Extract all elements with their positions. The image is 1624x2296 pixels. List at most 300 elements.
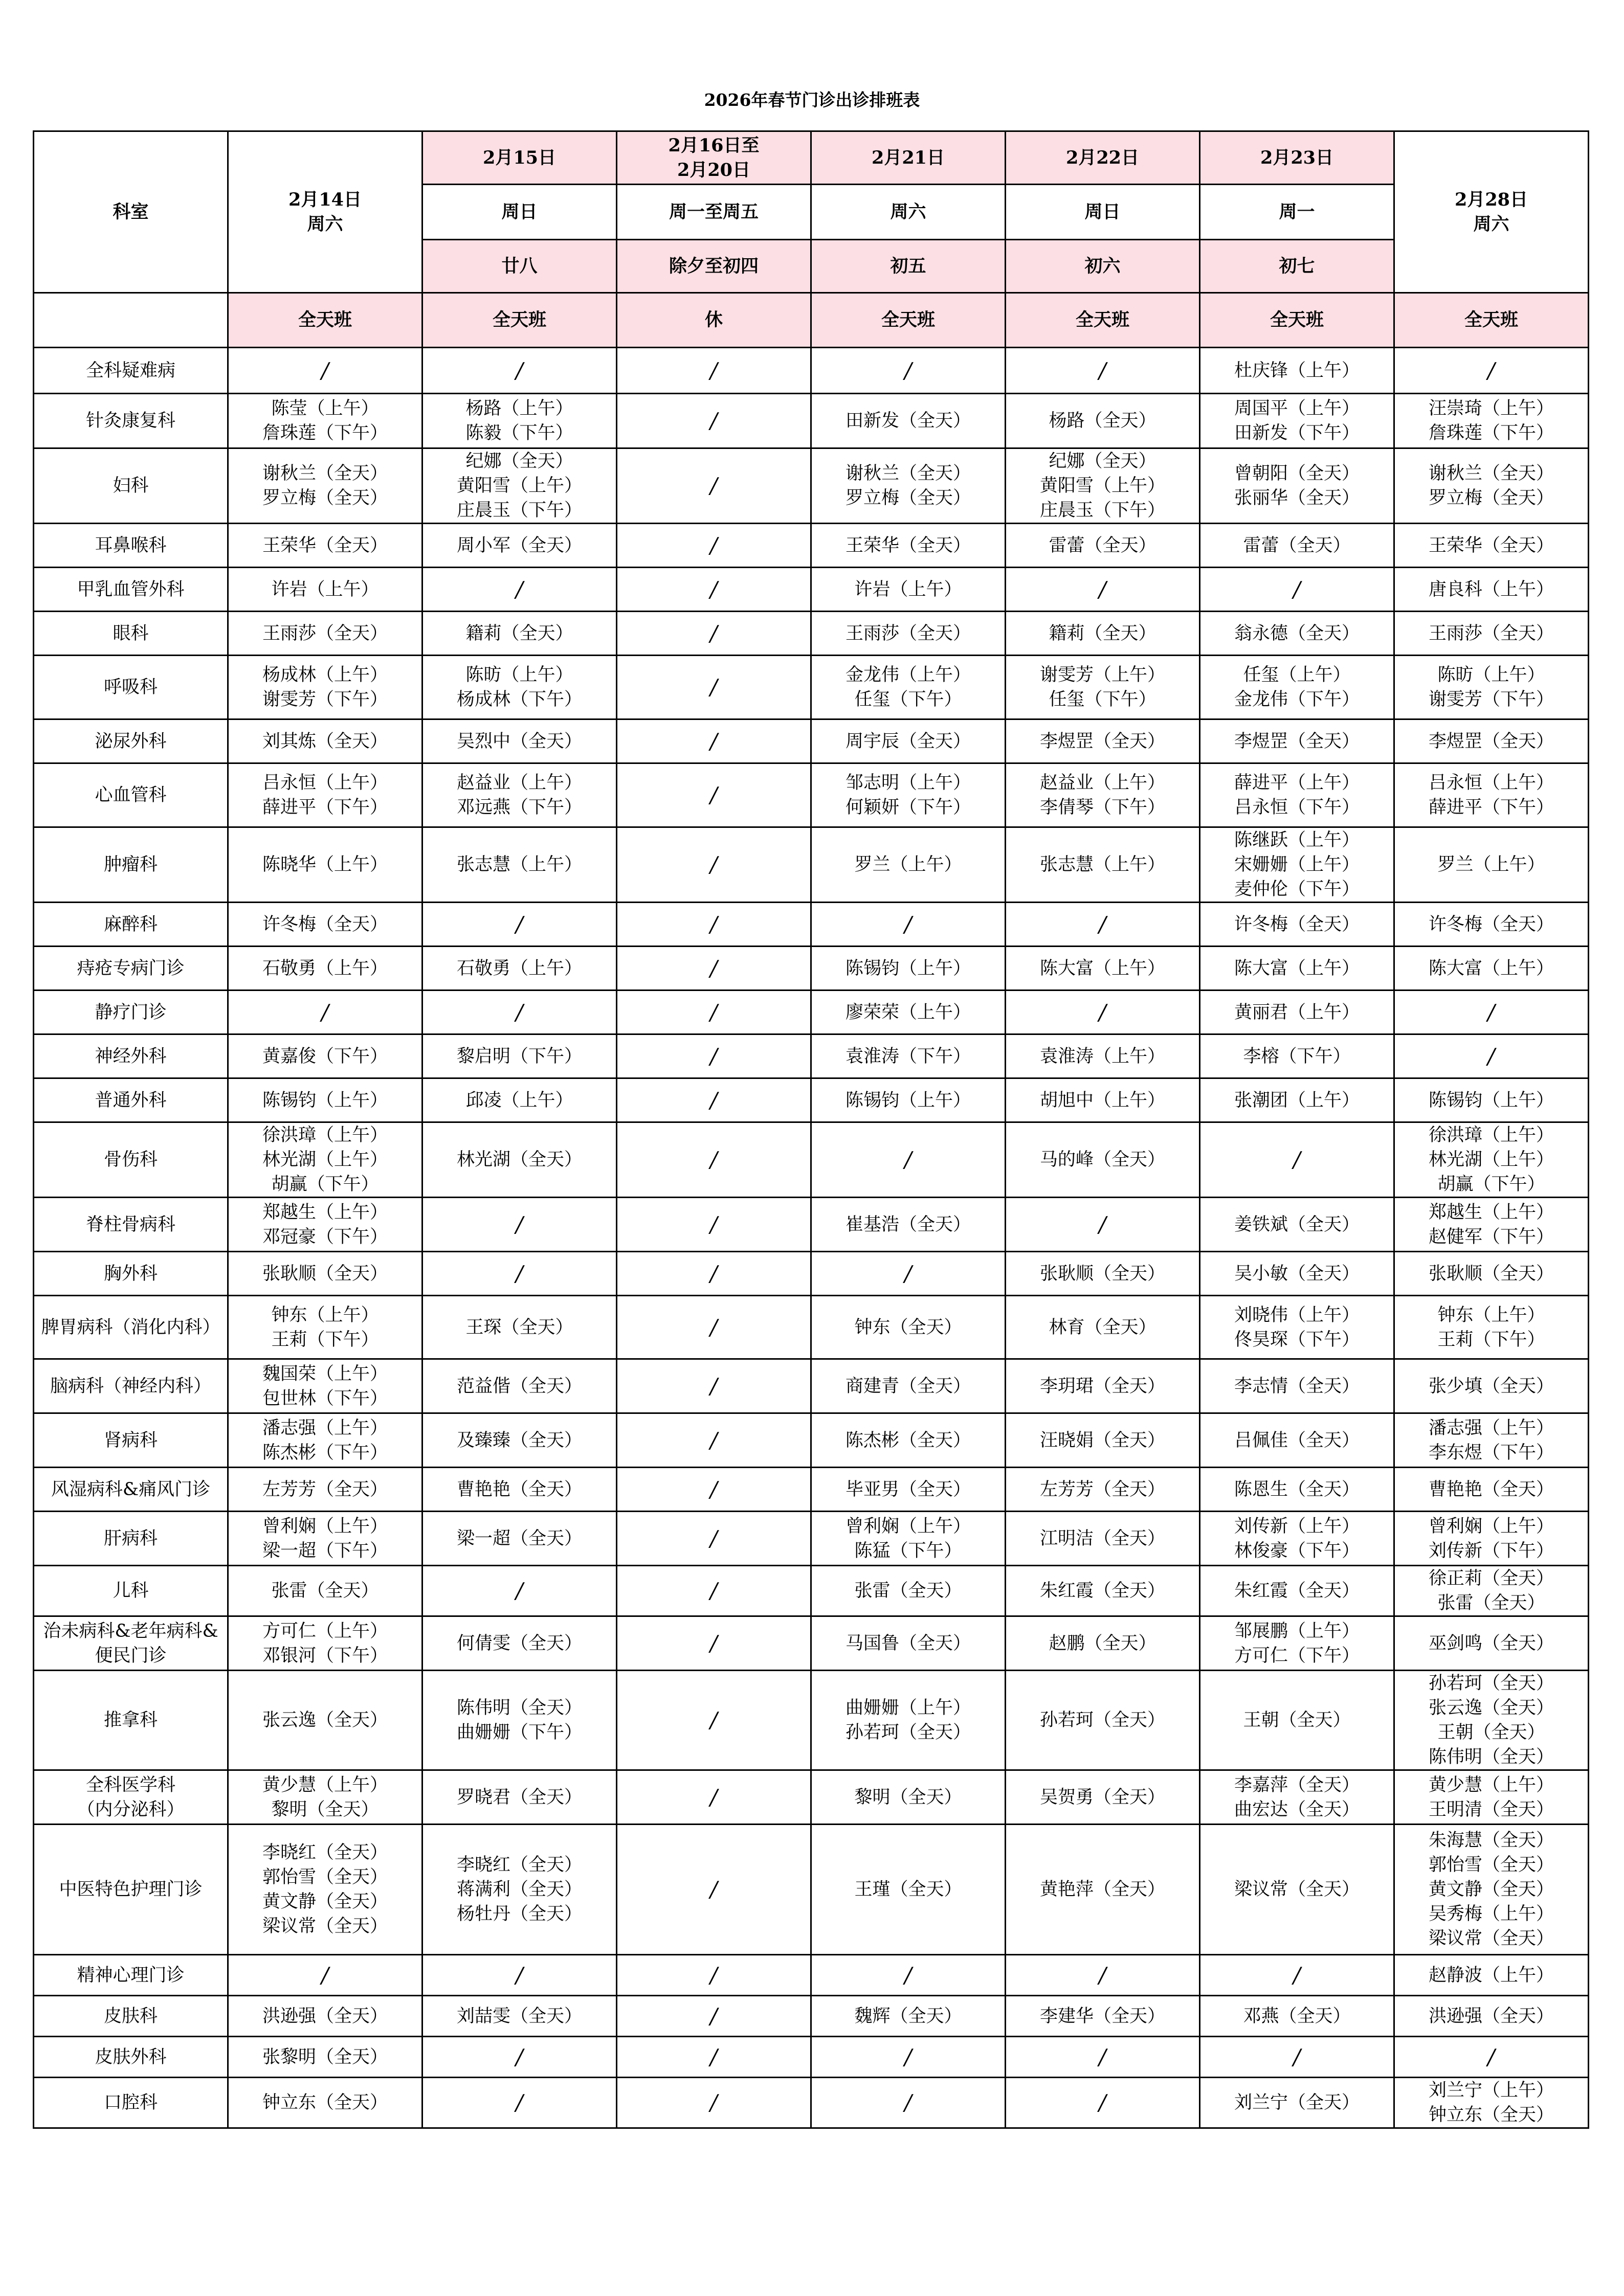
slash-mark: /: [710, 955, 718, 981]
doctor-entry: 罗立梅（全天）: [1428, 488, 1554, 508]
doctor-entry: 朱红霞（全天）: [1234, 1581, 1360, 1601]
schedule-cell: [1200, 1825, 1394, 1955]
dept-name: [34, 348, 228, 394]
cell-line: 推拿科: [103, 1710, 158, 1730]
schedule-cell: [1200, 1566, 1394, 1616]
doctor-entry: 罗晓君（全天）: [456, 1787, 582, 1808]
schedule-cell: [422, 1198, 617, 1252]
doctor-entry: 周国平（上午）: [1234, 398, 1360, 419]
schedule-cell: [1200, 1413, 1394, 1468]
schedule-cell: [228, 568, 422, 612]
doctor-entry: 蒋满利（全天）: [456, 1879, 582, 1900]
cell-line: 泌尿外科: [95, 731, 167, 752]
doctor-entry: 张云逸（全天）: [262, 1710, 388, 1730]
schedule-cell: [1006, 763, 1200, 827]
doctor-entry: 汪崇琦（上午）: [1428, 398, 1554, 419]
schedule-cell: [811, 827, 1006, 903]
slash-mark: /: [321, 1962, 329, 1988]
doctor-entry: 佟昊琛（下午）: [1234, 1329, 1360, 1350]
schedule-cell: [1200, 2078, 1394, 2128]
table-row: [34, 719, 1589, 763]
schedule-cell: [422, 1770, 617, 1825]
schedule-cell: [617, 1566, 811, 1616]
doctor-entry: 石敬勇（上午）: [456, 958, 582, 979]
cell-line: 肿瘤科: [103, 854, 158, 875]
doctor-entry: 陈大富（上午）: [1039, 958, 1165, 979]
slash-mark: /: [1293, 1147, 1301, 1172]
doctor-entry: 杨成林（下午）: [456, 689, 582, 710]
schedule-cell: [228, 1955, 422, 1996]
doctor-entry: 詹珠莲（下午）: [262, 423, 388, 443]
schedule-cell: [1006, 991, 1200, 1034]
slash-mark: /: [710, 1211, 718, 1237]
schedule-cell: [1394, 524, 1589, 568]
doctor-entry: 赵健军（下午）: [1428, 1226, 1554, 1247]
schedule-cell: [422, 1566, 617, 1616]
doctor-entry: 雷蕾（全天）: [1049, 535, 1156, 556]
doctor-entry: 何倩雯（全天）: [456, 1633, 582, 1654]
slash-mark: /: [710, 473, 718, 498]
doctor-entry: 陈杰彬（全天）: [845, 1430, 971, 1451]
doctor-entry: 金龙伟（上午）: [845, 665, 971, 685]
slash-mark: /: [516, 357, 523, 383]
schedule-cell: [422, 612, 617, 656]
schedule-cell: [228, 1616, 422, 1671]
cell-line: 耳鼻喉科: [95, 535, 167, 556]
schedule-cell: [617, 2078, 811, 2128]
doctor-entry: 吕永恒（上午）: [262, 773, 388, 793]
slash-mark: /: [710, 674, 718, 700]
doctor-entry: 吴小敏（全天）: [1234, 1263, 1360, 1284]
doctor-entry: 张雷（全天）: [1437, 1593, 1545, 1613]
shift-header-blank: [34, 293, 228, 348]
schedule-cell: [617, 1825, 811, 1955]
schedule-cell: [1394, 656, 1589, 719]
schedule-cell: [422, 1252, 617, 1296]
doctor-entry: 曲姗姗（下午）: [456, 1722, 582, 1743]
doctor-entry: 范益偕（全天）: [456, 1376, 582, 1397]
schedule-cell: [811, 947, 1006, 991]
doctor-entry: 吕佩佳（全天）: [1234, 1430, 1360, 1451]
cell-line: 脑病科（神经内科）: [50, 1376, 211, 1397]
doctor-entry: 马国鲁（全天）: [845, 1633, 971, 1654]
schedule-cell: [617, 1359, 811, 1413]
doctor-entry: 钟东（上午）: [1437, 1304, 1545, 1325]
doctor-entry: 庄晨玉（下午）: [456, 500, 582, 521]
dept-name: [34, 656, 228, 719]
slash-mark: /: [904, 1147, 912, 1172]
schedule-cell: [228, 1512, 422, 1566]
schedule-cell: [1006, 1955, 1200, 1996]
doctor-entry: 陈伟明（全天）: [456, 1698, 582, 1718]
schedule-cell: [422, 719, 617, 763]
doctor-entry: 李榕（下午）: [1243, 1046, 1351, 1067]
schedule-cell: [811, 1413, 1006, 1468]
shift-header-4: 全天班: [1006, 293, 1200, 348]
schedule-cell: [811, 1512, 1006, 1566]
cell-line: 中医特色护理门诊: [59, 1879, 203, 1900]
dept-name: [34, 1122, 228, 1198]
slash-mark: /: [710, 620, 718, 646]
doctor-entry: 王雨莎（全天）: [262, 623, 388, 644]
cell-line: 2月28日: [1454, 189, 1528, 210]
doctor-entry: 任玺（下午）: [1049, 689, 1156, 710]
dept-name: [34, 1616, 228, 1671]
schedule-cell: [228, 394, 422, 448]
table-row: [34, 1078, 1589, 1122]
doctor-entry: 杨成林（上午）: [262, 665, 388, 685]
schedule-cell: [811, 719, 1006, 763]
doctor-entry: 李煜罡（全天）: [1428, 731, 1554, 752]
doctor-entry: 徐洪璋（上午）: [1428, 1125, 1554, 1145]
doctor-entry: 田新发（全天）: [845, 411, 971, 431]
cell-line: 痔疮专病门诊: [77, 958, 185, 979]
schedule-cell: [1006, 1512, 1200, 1566]
cell-line: 心血管科: [95, 785, 167, 805]
schedule-cell: [228, 947, 422, 991]
cell-line: 2月23日: [1260, 147, 1334, 168]
slash-mark: /: [710, 2003, 718, 2029]
doctor-entry: 胡旭中（上午）: [1039, 1090, 1165, 1111]
schedule-cell: [1394, 1825, 1589, 1955]
schedule-cell: [811, 1566, 1006, 1616]
schedule-cell: [1394, 568, 1589, 612]
schedule-cell: [1394, 763, 1589, 827]
schedule-cell: [1006, 1566, 1200, 1616]
schedule-cell: [422, 348, 617, 394]
cell-line: 2月14日: [288, 189, 362, 210]
schedule-cell: [617, 1770, 811, 1825]
schedule-cell: [1006, 1770, 1200, 1825]
schedule-cell: [811, 1671, 1006, 1770]
schedule-cell: [1200, 1955, 1394, 1996]
doctor-entry: 曾利娴（上午）: [262, 1516, 388, 1537]
dept-name: [34, 1955, 228, 1996]
doctor-entry: 郑越生（上午）: [1428, 1202, 1554, 1223]
doctor-entry: 左芳芳（全天）: [1039, 1479, 1165, 1500]
schedule-cell: [422, 1468, 617, 1512]
schedule-cell: [1394, 1122, 1589, 1198]
cell-line: 2月20日: [677, 159, 751, 181]
doctor-entry: 朱海慧（全天）: [1428, 1830, 1554, 1851]
schedule-cell: [811, 1078, 1006, 1122]
doctor-entry: 黄少慧（上午）: [1428, 1774, 1554, 1795]
weekday-header-4: 周日: [1006, 185, 1200, 240]
schedule-cell: [1006, 1034, 1200, 1078]
schedule-cell: [811, 524, 1006, 568]
schedule-cell: [1394, 448, 1589, 524]
schedule-cell: [617, 1468, 811, 1512]
doctor-entry: 金龙伟（下午）: [1234, 689, 1360, 710]
doctor-entry: 钟东（全天）: [854, 1317, 962, 1338]
schedule-cell: [1200, 719, 1394, 763]
table-row: [34, 947, 1589, 991]
schedule-cell: [1394, 394, 1589, 448]
doctor-entry: 任玺（上午）: [1243, 665, 1351, 685]
cell-line: （内分泌科）: [77, 1799, 185, 1820]
doctor-entry: 王荣华（全天）: [845, 535, 971, 556]
doctor-entry: 袁淮涛（下午）: [845, 1046, 971, 1067]
schedule-cell: [617, 1955, 811, 1996]
slash-mark: /: [710, 576, 718, 602]
schedule-cell: [228, 1413, 422, 1468]
table-row: [34, 524, 1589, 568]
table-row: [34, 2037, 1589, 2078]
doctor-entry: 黄文静（全天）: [1428, 1879, 1554, 1900]
header-row-date: [34, 131, 1589, 185]
schedule-cell: [1200, 1122, 1394, 1198]
schedule-cell: [617, 1616, 811, 1671]
dept-name: [34, 903, 228, 947]
doctor-entry: 吴贺勇（全天）: [1039, 1787, 1165, 1808]
table-row: [34, 1671, 1589, 1770]
slash-mark: /: [516, 911, 523, 937]
doctor-entry: 王莉（下午）: [1437, 1329, 1545, 1350]
doctor-entry: 廖荣荣（上午）: [845, 1002, 971, 1023]
schedule-cell: [422, 394, 617, 448]
cell-line: 肝病科: [103, 1528, 158, 1549]
dept-name: [34, 1198, 228, 1252]
dept-name: [34, 1671, 228, 1770]
doctor-entry: 杨路（全天）: [1049, 411, 1156, 431]
slash-mark: /: [516, 999, 523, 1025]
dept-name: [34, 448, 228, 524]
dept-name: [34, 1034, 228, 1078]
slash-mark: /: [710, 1962, 718, 1988]
schedule-cell: [811, 1996, 1006, 2037]
schedule-cell: [617, 1512, 811, 1566]
doctor-entry: 孙若珂（全天）: [1428, 1673, 1554, 1694]
doctor-entry: 曹艳艳（全天）: [1428, 1479, 1554, 1500]
doctor-entry: 陈杰彬（下午）: [262, 1442, 388, 1463]
dept-name: [34, 1512, 228, 1566]
schedule-cell: [228, 1671, 422, 1770]
schedule-cell: [422, 763, 617, 827]
doctor-entry: 及臻臻（全天）: [456, 1430, 582, 1451]
table-row: [34, 903, 1589, 947]
schedule-cell: [1200, 568, 1394, 612]
schedule-cell: [1394, 719, 1589, 763]
doctor-entry: 刘喆雯（全天）: [456, 2006, 582, 2027]
schedule-cell: [1006, 568, 1200, 612]
doctor-entry: 吴烈中（全天）: [456, 731, 582, 752]
doctor-entry: 陈锡钧（上午）: [1428, 1090, 1554, 1111]
doctor-entry: 王明清（全天）: [1428, 1799, 1554, 1820]
dept-name: [34, 719, 228, 763]
cell-line: 精神心理门诊: [77, 1965, 185, 1986]
doctor-entry: 刘其炼（全天）: [262, 731, 388, 752]
doctor-entry: 邓远燕（下午）: [456, 797, 582, 818]
doctor-entry: 徐正莉（全天）: [1428, 1568, 1554, 1589]
schedule-cell: [1394, 1955, 1589, 1996]
doctor-entry: 陈大富（上午）: [1428, 958, 1554, 979]
schedule-cell: [1200, 1359, 1394, 1413]
schedule-cell: [1394, 1616, 1589, 1671]
dept-name: [34, 1359, 228, 1413]
doctor-entry: 李东煜（下午）: [1428, 1442, 1554, 1463]
dept-name: [34, 1078, 228, 1122]
table-row: [34, 1616, 1589, 1671]
cell-line: 眼科: [113, 623, 149, 644]
cell-line: 甲乳血管外科: [77, 579, 185, 600]
dept-name: [34, 612, 228, 656]
schedule-cell: [1006, 1296, 1200, 1359]
slash-mark: /: [710, 532, 718, 558]
schedule-cell: [1006, 1359, 1200, 1413]
schedule-cell: [1006, 656, 1200, 719]
doctor-entry: 麦仲伦（下午）: [1234, 879, 1360, 899]
cell-line: 治未病科&老年病科&: [43, 1620, 218, 1641]
doctor-entry: 李倩琴（下午）: [1039, 797, 1165, 818]
slash-mark: /: [710, 1476, 718, 1502]
schedule-cell: [811, 568, 1006, 612]
table-row: [34, 1252, 1589, 1296]
slash-mark: /: [1293, 1962, 1301, 1988]
doctor-entry: 雷蕾（全天）: [1243, 535, 1351, 556]
schedule-cell: [811, 612, 1006, 656]
schedule-cell: [811, 903, 1006, 947]
schedule-cell: [617, 1252, 811, 1296]
schedule-cell: [617, 612, 811, 656]
doctor-entry: 姜铁斌（全天）: [1234, 1214, 1360, 1235]
schedule-cell: [1394, 348, 1589, 394]
schedule-cell: [228, 2078, 422, 2128]
schedule-cell: [422, 1616, 617, 1671]
doctor-entry: 唐良科（上午）: [1428, 579, 1554, 600]
schedule-cell: [1006, 1413, 1200, 1468]
schedule-cell: [1006, 2078, 1200, 2128]
doctor-entry: 罗立梅（全天）: [845, 488, 971, 508]
schedule-cell: [1006, 1468, 1200, 1512]
doctor-entry: 郑越生（上午）: [262, 1202, 388, 1223]
slash-mark: /: [1293, 576, 1301, 602]
schedule-cell: [228, 903, 422, 947]
schedule-cell: [1200, 1468, 1394, 1512]
doctor-entry: 周宇辰（全天）: [845, 731, 971, 752]
cell-line: 便民门诊: [95, 1645, 167, 1666]
slash-mark: /: [710, 408, 718, 433]
schedule-cell: [1394, 612, 1589, 656]
lunar-header-2: 除夕至初四: [617, 240, 811, 293]
date-header-0: [228, 131, 422, 293]
doctor-entry: 徐洪璋（上午）: [262, 1125, 388, 1145]
schedule-cell: [1006, 2037, 1200, 2078]
shift-header-6: 全天班: [1394, 293, 1589, 348]
schedule-cell: [811, 1955, 1006, 1996]
cell-line: 神经外科: [95, 1046, 167, 1067]
table-row: [34, 656, 1589, 719]
schedule-cell: [811, 1198, 1006, 1252]
cell-line: 周六: [1473, 213, 1509, 235]
schedule-cell: [811, 1825, 1006, 1955]
weekday-header-5: 周一: [1200, 185, 1394, 240]
cell-line: 周六: [307, 213, 343, 235]
schedule-cell: [228, 348, 422, 394]
schedule-cell: [617, 1078, 811, 1122]
doctor-entry: 王瑾（全天）: [854, 1879, 962, 1900]
doctor-entry: 孙若珂（全天）: [845, 1722, 971, 1743]
doctor-entry: 吴秀梅（上午）: [1428, 1904, 1554, 1924]
schedule-cell: [1006, 903, 1200, 947]
schedule-cell: [1394, 1996, 1589, 2037]
schedule-cell: [617, 2037, 811, 2078]
schedule-cell: [1394, 947, 1589, 991]
schedule-cell: [617, 1122, 811, 1198]
schedule-cell: [1394, 2078, 1589, 2128]
schedule-cell: [1200, 524, 1394, 568]
doctor-entry: 谢雯芳（下午）: [262, 689, 388, 710]
schedule-cell: [1200, 612, 1394, 656]
doctor-entry: 杨牡丹（全天）: [456, 1904, 582, 1924]
schedule-cell: [1200, 348, 1394, 394]
schedule-cell: [811, 1034, 1006, 1078]
slash-mark: /: [1293, 2044, 1301, 2069]
schedule-cell: [617, 827, 811, 903]
schedule-cell: [1200, 1078, 1394, 1122]
schedule-cell: [1200, 903, 1394, 947]
schedule-cell: [228, 719, 422, 763]
shift-header-0: 全天班: [228, 293, 422, 348]
schedule-cell: [1394, 2037, 1589, 2078]
doctor-entry: 袁淮涛（上午）: [1039, 1046, 1165, 1067]
table-row: [34, 1359, 1589, 1413]
schedule-cell: [228, 656, 422, 719]
dept-name: [34, 1252, 228, 1296]
slash-mark: /: [1099, 357, 1106, 383]
schedule-cell: [1200, 2037, 1394, 2078]
doctor-entry: 许冬梅（全天）: [262, 914, 388, 935]
schedule-cell: [228, 1122, 422, 1198]
doctor-entry: 张耿顺（全天）: [262, 1263, 388, 1284]
doctor-entry: 王荣华（全天）: [1428, 535, 1554, 556]
doctor-entry: 詹珠莲（下午）: [1428, 423, 1554, 443]
doctor-entry: 邓燕（全天）: [1243, 2006, 1351, 2027]
doctor-entry: 刘传新（上午）: [1234, 1516, 1360, 1537]
schedule-cell: [422, 568, 617, 612]
date-header-4: [1006, 131, 1200, 185]
dept-name: [34, 568, 228, 612]
schedule-cell: [617, 719, 811, 763]
schedule-cell: [1200, 827, 1394, 903]
doctor-entry: 张耿顺（全天）: [1039, 1263, 1165, 1284]
doctor-entry: 朱红霞（全天）: [1039, 1581, 1165, 1601]
schedule-cell: [1394, 1034, 1589, 1078]
table-row: [34, 1825, 1589, 1955]
doctor-entry: 黄少慧（上午）: [262, 1774, 388, 1795]
dept-name: [34, 1468, 228, 1512]
schedule-cell: [422, 1671, 617, 1770]
schedule-cell: [811, 2078, 1006, 2128]
schedule-cell: [228, 1770, 422, 1825]
schedule-cell: [1006, 448, 1200, 524]
schedule-cell: [811, 1770, 1006, 1825]
doctor-entry: 郭怡雪（全天）: [1428, 1855, 1554, 1875]
dept-name: [34, 1825, 228, 1955]
slash-mark: /: [516, 1260, 523, 1286]
table-row: [34, 991, 1589, 1034]
doctor-entry: 左芳芳（全天）: [262, 1479, 388, 1500]
schedule-cell: [617, 991, 811, 1034]
shift-header-1: 全天班: [422, 293, 617, 348]
doctor-entry: 李煜罡（全天）: [1234, 731, 1360, 752]
schedule-cell: [811, 656, 1006, 719]
doctor-entry: 巫剑鸣（全天）: [1428, 1633, 1554, 1654]
schedule-cell: [811, 1252, 1006, 1296]
doctor-entry: 吕永恒（下午）: [1234, 797, 1360, 818]
doctor-entry: 胡赢（下午）: [271, 1174, 379, 1195]
doctor-entry: 梁一超（下午）: [262, 1540, 388, 1561]
doctor-entry: 谢秋兰（全天）: [262, 463, 388, 484]
